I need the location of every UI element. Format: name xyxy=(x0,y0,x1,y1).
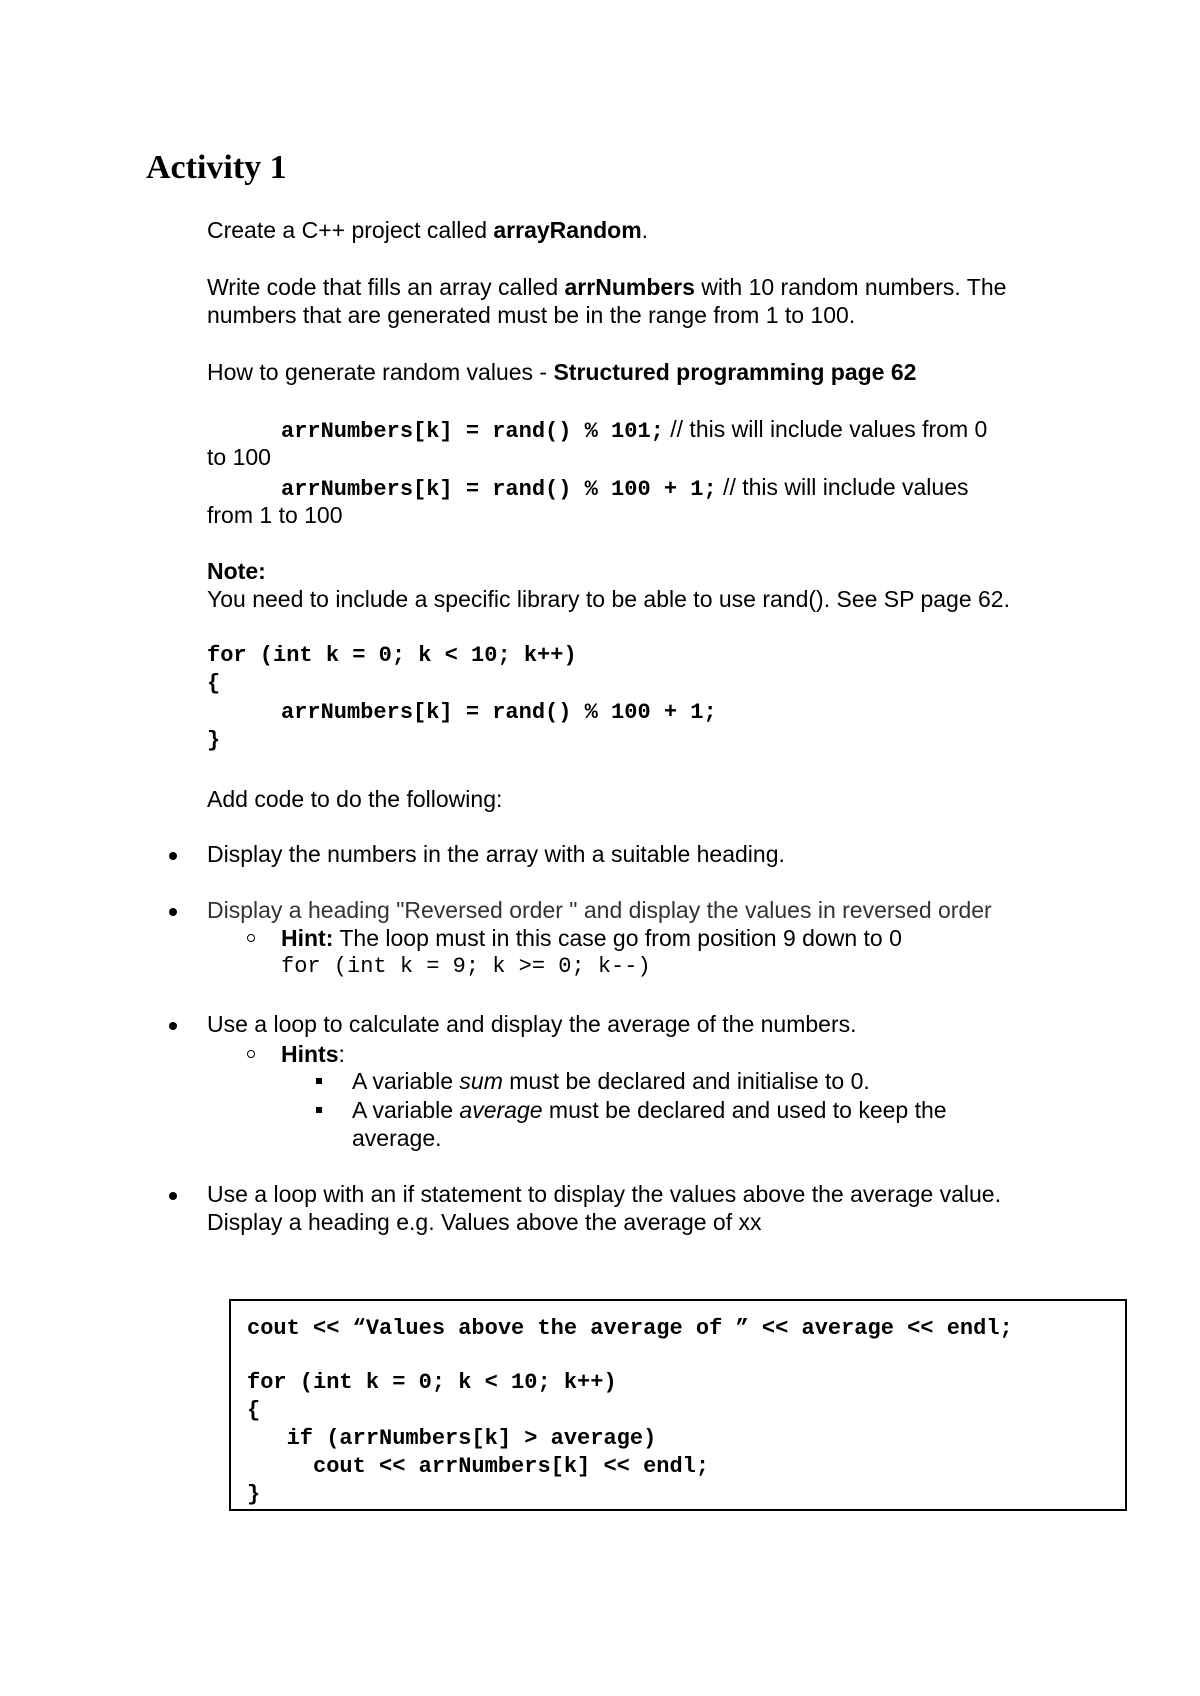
hint-average-text: A variable xyxy=(352,1097,460,1123)
hint-reversed xyxy=(281,924,902,952)
task-average: Use a loop to calculate and display the average of the numbers. xyxy=(207,1011,857,1037)
hint-sum-text-cont: must be declared and initialise to 0. xyxy=(502,1068,870,1094)
bullet-icon xyxy=(169,908,177,916)
hint-code: for (int k = 9; k >= 0; k--) xyxy=(281,954,651,979)
reference-source: Structured programming page 62 xyxy=(553,359,917,385)
random-text: How to generate random values - xyxy=(207,359,554,385)
code-line: } xyxy=(247,1482,261,1507)
hint-average xyxy=(352,1096,947,1124)
example-code-1: arrNumbers[k] = rand() % 101; xyxy=(281,419,664,444)
hint-sum-var: sum xyxy=(459,1068,503,1094)
example-cont-1: to 100 xyxy=(207,444,271,470)
bullet-icon xyxy=(169,1022,177,1030)
hints-label: Hints xyxy=(281,1041,339,1067)
array-name: arrNumbers xyxy=(564,274,695,300)
example-cont-2: from 1 to 100 xyxy=(207,502,343,528)
array-instruction-line2: numbers that are generated must be in the range from 1 to 100. xyxy=(207,302,856,328)
circle-bullet-icon xyxy=(247,1050,255,1058)
code-line: cout << arrNumbers[k] << endl; xyxy=(247,1454,710,1479)
random-reference xyxy=(207,358,916,386)
bullet-icon xyxy=(169,852,177,860)
circle-bullet-icon xyxy=(247,934,255,942)
bullet-icon xyxy=(169,1192,177,1200)
code-box xyxy=(229,1299,1127,1511)
note-label: Note: xyxy=(207,558,266,584)
example-code-2: arrNumbers[k] = rand() % 100 + 1; xyxy=(281,477,717,502)
hints-heading xyxy=(281,1040,345,1068)
activity-title: Activity 1 xyxy=(146,149,287,186)
array-text: Write code that fills an array called xyxy=(207,274,565,300)
task-above-average-cont: Display a heading e.g. Values above the average of xx xyxy=(207,1209,762,1235)
array-text-cont: with 10 random numbers. The xyxy=(694,274,1007,300)
task-reversed-order: Display a heading "Reversed order " and display the values in reversed order xyxy=(207,897,992,923)
code-line: if (arrNumbers[k] > average) xyxy=(247,1426,657,1451)
loop-open-brace: { xyxy=(207,671,221,696)
task-above-average: Use a loop with an if statement to display the values above the average value. xyxy=(207,1181,1001,1207)
square-bullet-icon xyxy=(316,1107,322,1113)
hint-average-var: average xyxy=(459,1097,543,1123)
hint-label: Hint: xyxy=(281,925,334,951)
project-name: arrayRandom xyxy=(493,217,642,243)
project-text: Create a C++ project called xyxy=(207,217,494,243)
project-period: . xyxy=(641,217,649,243)
add-code-intro: Add code to do the following: xyxy=(207,786,503,812)
hint-sum-text: A variable xyxy=(352,1068,460,1094)
code-line: cout << “Values above the average of ” << average << endl; xyxy=(247,1316,1013,1341)
code-line: for (int k = 0; k < 10; k++) xyxy=(247,1370,617,1395)
task-display-numbers: Display the numbers in the array with a suitable heading. xyxy=(207,841,785,867)
hint-average-cont: average. xyxy=(352,1125,442,1151)
square-bullet-icon xyxy=(316,1078,322,1084)
loop-header: for (int k = 0; k < 10; k++) xyxy=(207,643,577,668)
loop-body: arrNumbers[k] = rand() % 100 + 1; xyxy=(281,700,717,725)
hint-text: The loop must in this case go from position 9 down to 0 xyxy=(333,925,902,951)
loop-close-brace: } xyxy=(207,728,221,753)
example-line-1 xyxy=(281,415,987,446)
hints-colon: : xyxy=(338,1041,345,1067)
project-instruction xyxy=(207,216,648,244)
hint-sum xyxy=(352,1067,870,1095)
hint-average-text-cont: must be declared and used to keep the xyxy=(542,1097,947,1123)
example-line-2 xyxy=(281,473,969,504)
example-comment-1: // this will include values from 0 xyxy=(663,416,988,442)
note-text: You need to include a specific library to be able to use rand(). See SP page 62. xyxy=(207,586,1010,612)
array-instruction-line1 xyxy=(207,273,1006,301)
example-comment-2: // this will include values xyxy=(716,474,969,500)
code-line: { xyxy=(247,1398,261,1423)
